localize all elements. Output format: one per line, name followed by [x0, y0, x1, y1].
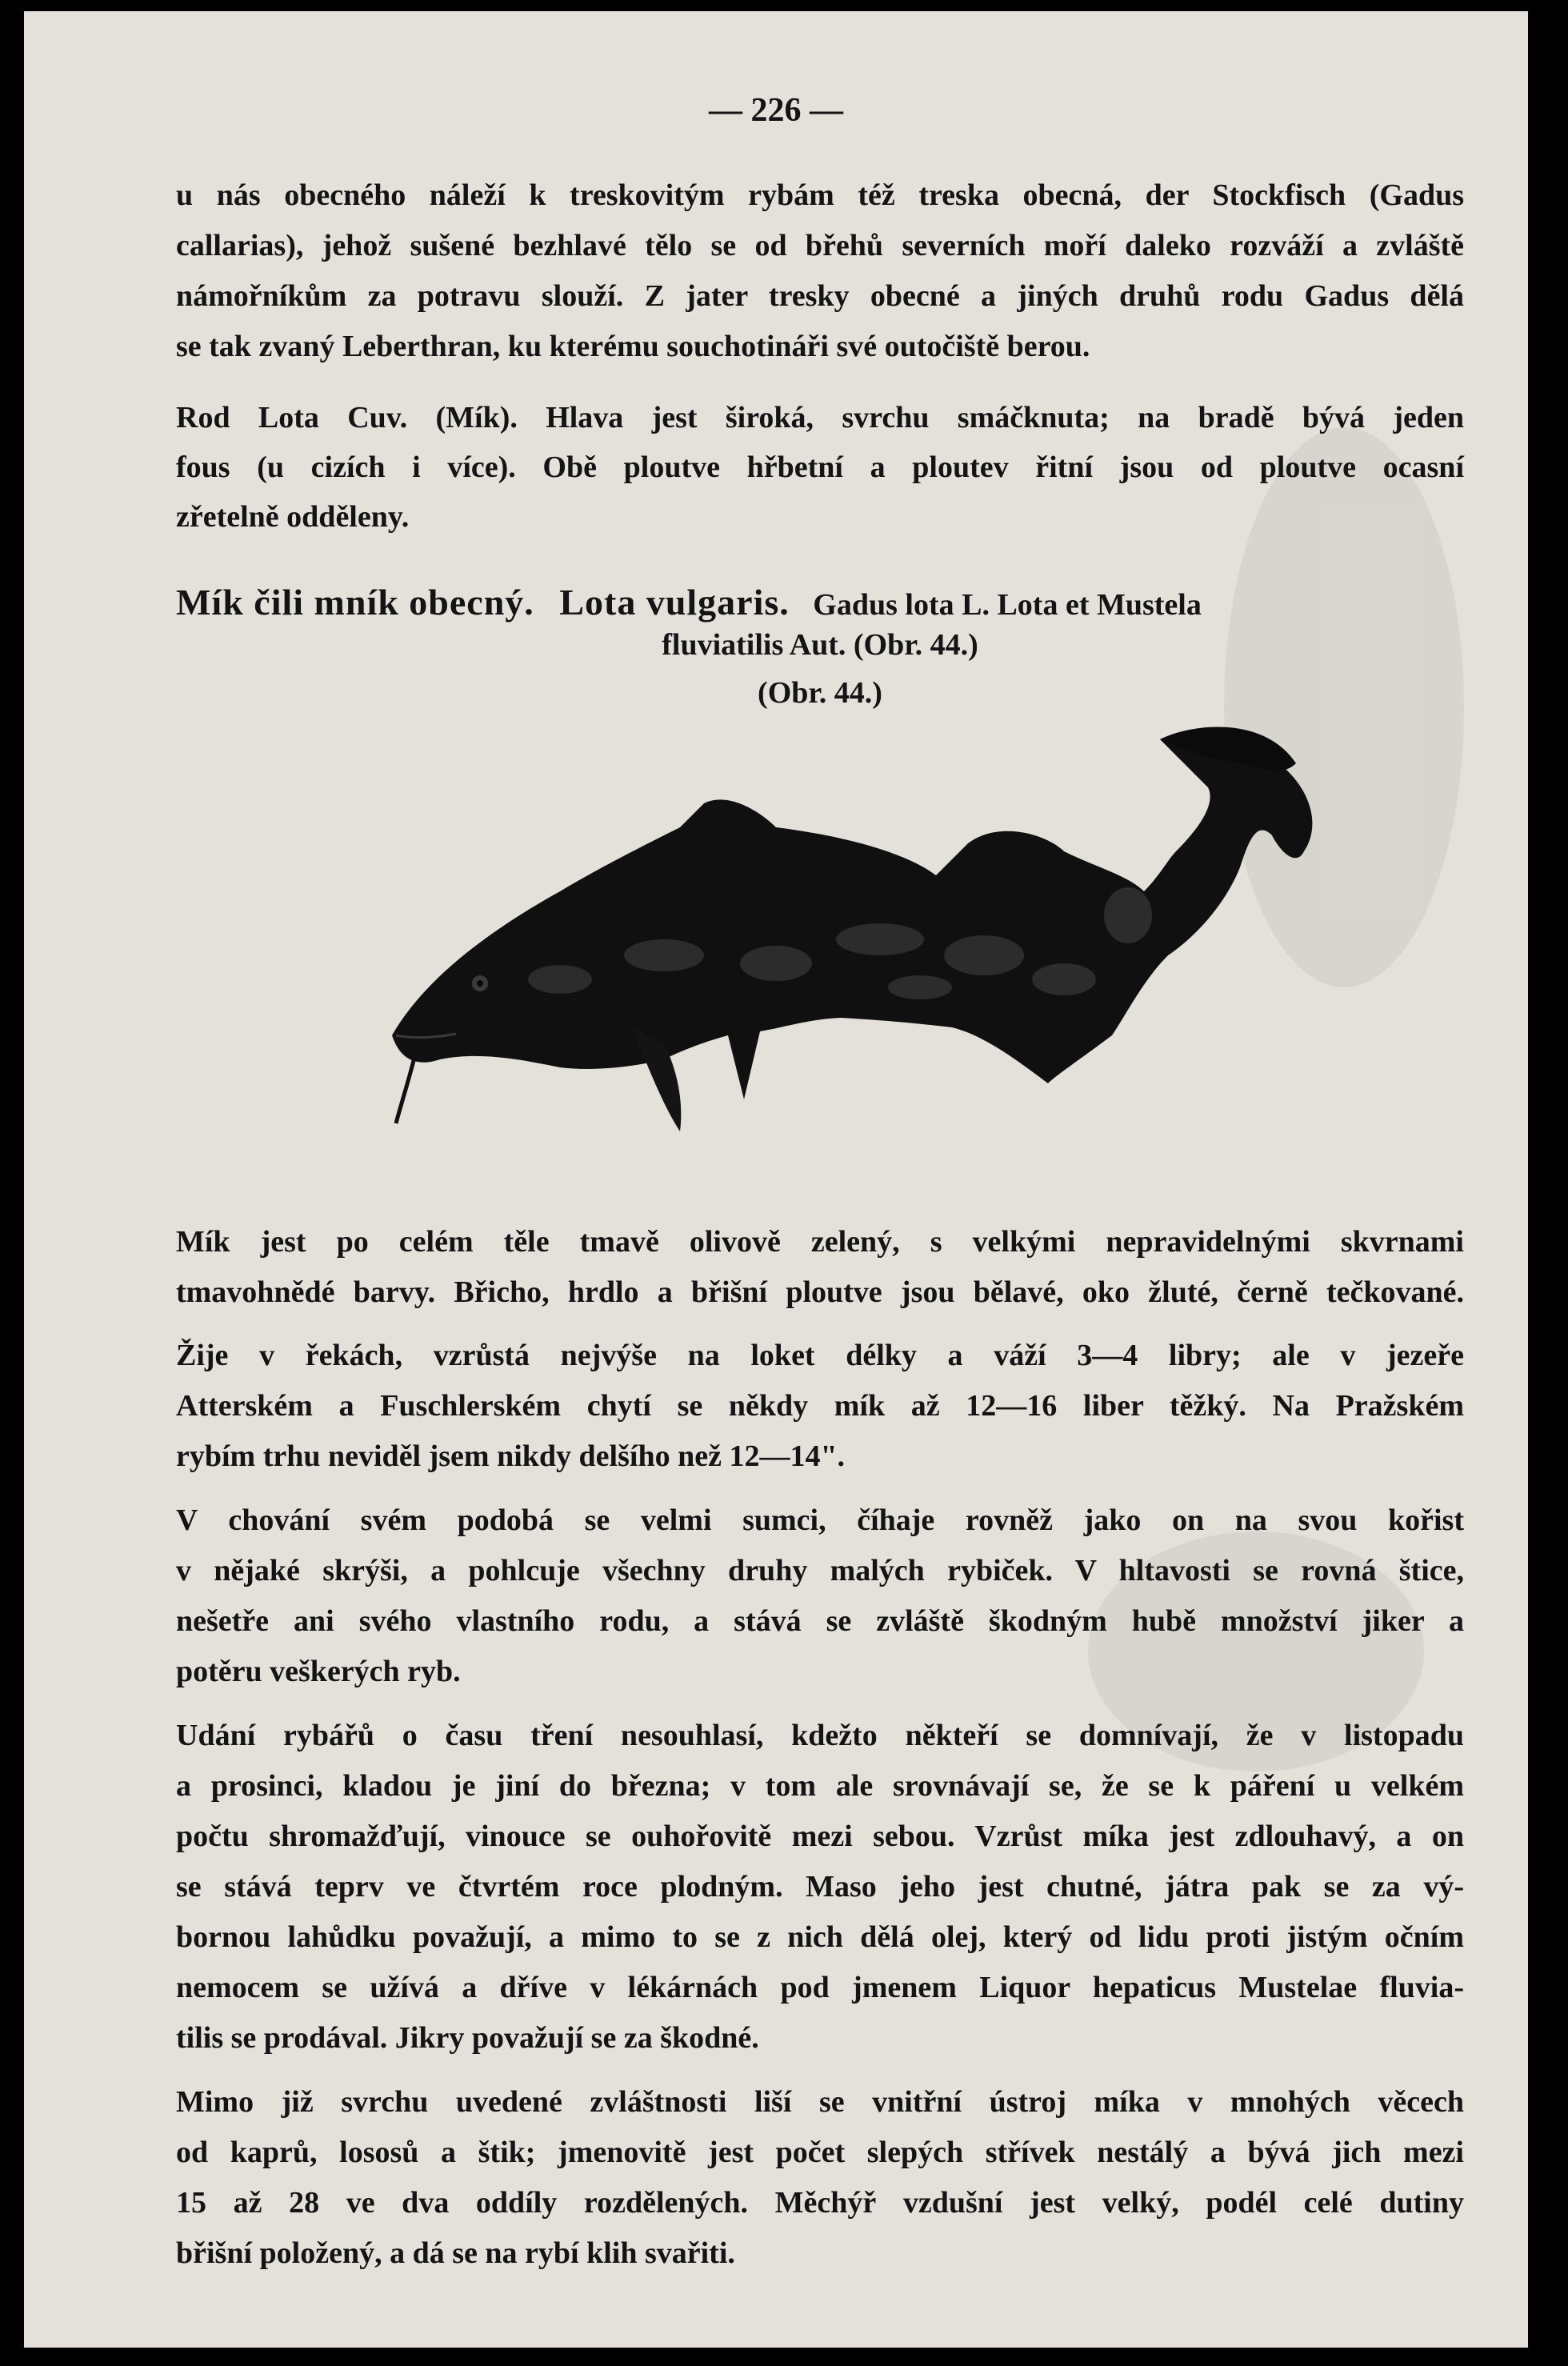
text-line: u nás obecného náleží k treskovitým rybám též treska obecná, der Stockfisch (Gadus: [176, 178, 1464, 212]
text-line: rybím trhu neviděl jsem nikdy delšího než 12—14".: [176, 1439, 846, 1473]
text-line: se stává teprv ve čtvrtém roce plodným. Maso jeho jest chutné, játra pak se za vý-: [176, 1870, 1464, 1904]
text-line: nešetře ani svého vlastního rodu, a stává se zvláště škodným hubě množství jiker a: [176, 1604, 1464, 1638]
figure-caption: (Obr. 44.): [758, 676, 882, 710]
chin-barbel: [396, 1051, 416, 1123]
text-line: bornou lahůdku považují, a mimo to se z nich dělá olej, který od lidu proti jistým očním: [176, 1920, 1464, 1954]
species-common-name: Mík čili mník obecný.: [176, 582, 534, 623]
text-line: a prosinci, kladou je jiní do března; v tom ale srovnávají se, že se k páření u velkém: [176, 1769, 1464, 1803]
text-line: Mík jest po celém těle tmavě olivově zelený, s velkými nepravidelnými skvrnami: [176, 1225, 1464, 1259]
text-line: Atterském a Fuschlerském chytí se někdy mík až 12—16 liber těžký. Na Pražském: [176, 1389, 1464, 1423]
figure-44: [360, 715, 1320, 1167]
species-heading: [176, 581, 1464, 623]
species-heading-line2: fluviatilis Aut. (Obr. 44.): [662, 628, 978, 662]
text-line: v nějaké skrýši, a pohlcuje všechny druhy malých rybiček. V hltavosti se rovná štice,: [176, 1554, 1464, 1587]
text-line: se tak zvaný Leberthran, ku kterému souchotináři své outočiště berou.: [176, 330, 1090, 363]
species-synonyms: Gadus lota L. Lota et Mustela: [813, 588, 1202, 622]
text-line: zřetelně odděleny.: [176, 500, 410, 534]
page-number: — 226 —: [709, 92, 843, 129]
text-line: nemocem se užívá a dříve v lékárnách pod jmenem Liquor hepaticus Mustelae fluvia-: [176, 1971, 1464, 2004]
text-line: Udání rybářů o času tření nesouhlasí, kdežto někteří se domnívají, že v listopadu: [176, 1719, 1464, 1752]
text-line: břišní položený, a dá se na rybí klih svařiti.: [176, 2236, 735, 2270]
fish-body: [392, 736, 1312, 1099]
text-line: 15 až 28 ve dva oddíly rozdělených. Měchýř vzdušní jest velký, podél celé dutiny: [176, 2186, 1464, 2220]
text-line: Rod Lota Cuv. (Mík). Hlava jest široká, svrchu smáčknuta; na bradě bývá jeden: [176, 401, 1464, 434]
text-line: počtu shromažďují, vinouce se ouhořovitě mezi sebou. Vzrůst míka jest zdlouhavý, a on: [176, 1820, 1464, 1853]
text-line: od kaprů, lososů a štik; jmenovitě jest počet slepých střívek nestálý a bývá jich mezi: [176, 2136, 1464, 2169]
burbot-fish-illustration-icon: [360, 715, 1320, 1163]
text-line: Žije v řekách, vzrůstá nejvýše na loket délky a váží 3—4 libry; ale v jezeře: [176, 1339, 1464, 1372]
book-page: [24, 11, 1528, 2348]
text-line: V chování svém podobá se velmi sumci, číhaje rovněž jako on na svou kořist: [176, 1503, 1464, 1537]
text-line: Mimo již svrchu uvedené zvláštnosti liší se vnitřní ústroj míka v mnohých věcech: [176, 2085, 1464, 2119]
text-line: fous (u cizích i více). Obě ploutve hřbetní a ploutev řitní jsou od ploutve ocasní: [176, 450, 1464, 484]
text-line: callarias), jehož sušené bezhlavé tělo se od břehů severních moří daleko rozváží a zvláště: [176, 229, 1464, 262]
text-line: tilis se prodával. Jikry považují se za škodné.: [176, 2021, 759, 2055]
text-line: potěru veškerých ryb.: [176, 1655, 461, 1688]
text-line: námořníkům za potravu slouží. Z jater tresky obecné a jiných druhů rodu Gadus dělá: [176, 279, 1464, 313]
species-latin-name: Lota vulgaris.: [559, 582, 790, 623]
text-line: tmavohnědé barvy. Břicho, hrdlo a břišní ploutve jsou bělavé, oko žluté, černě tečkované.: [176, 1275, 1464, 1309]
